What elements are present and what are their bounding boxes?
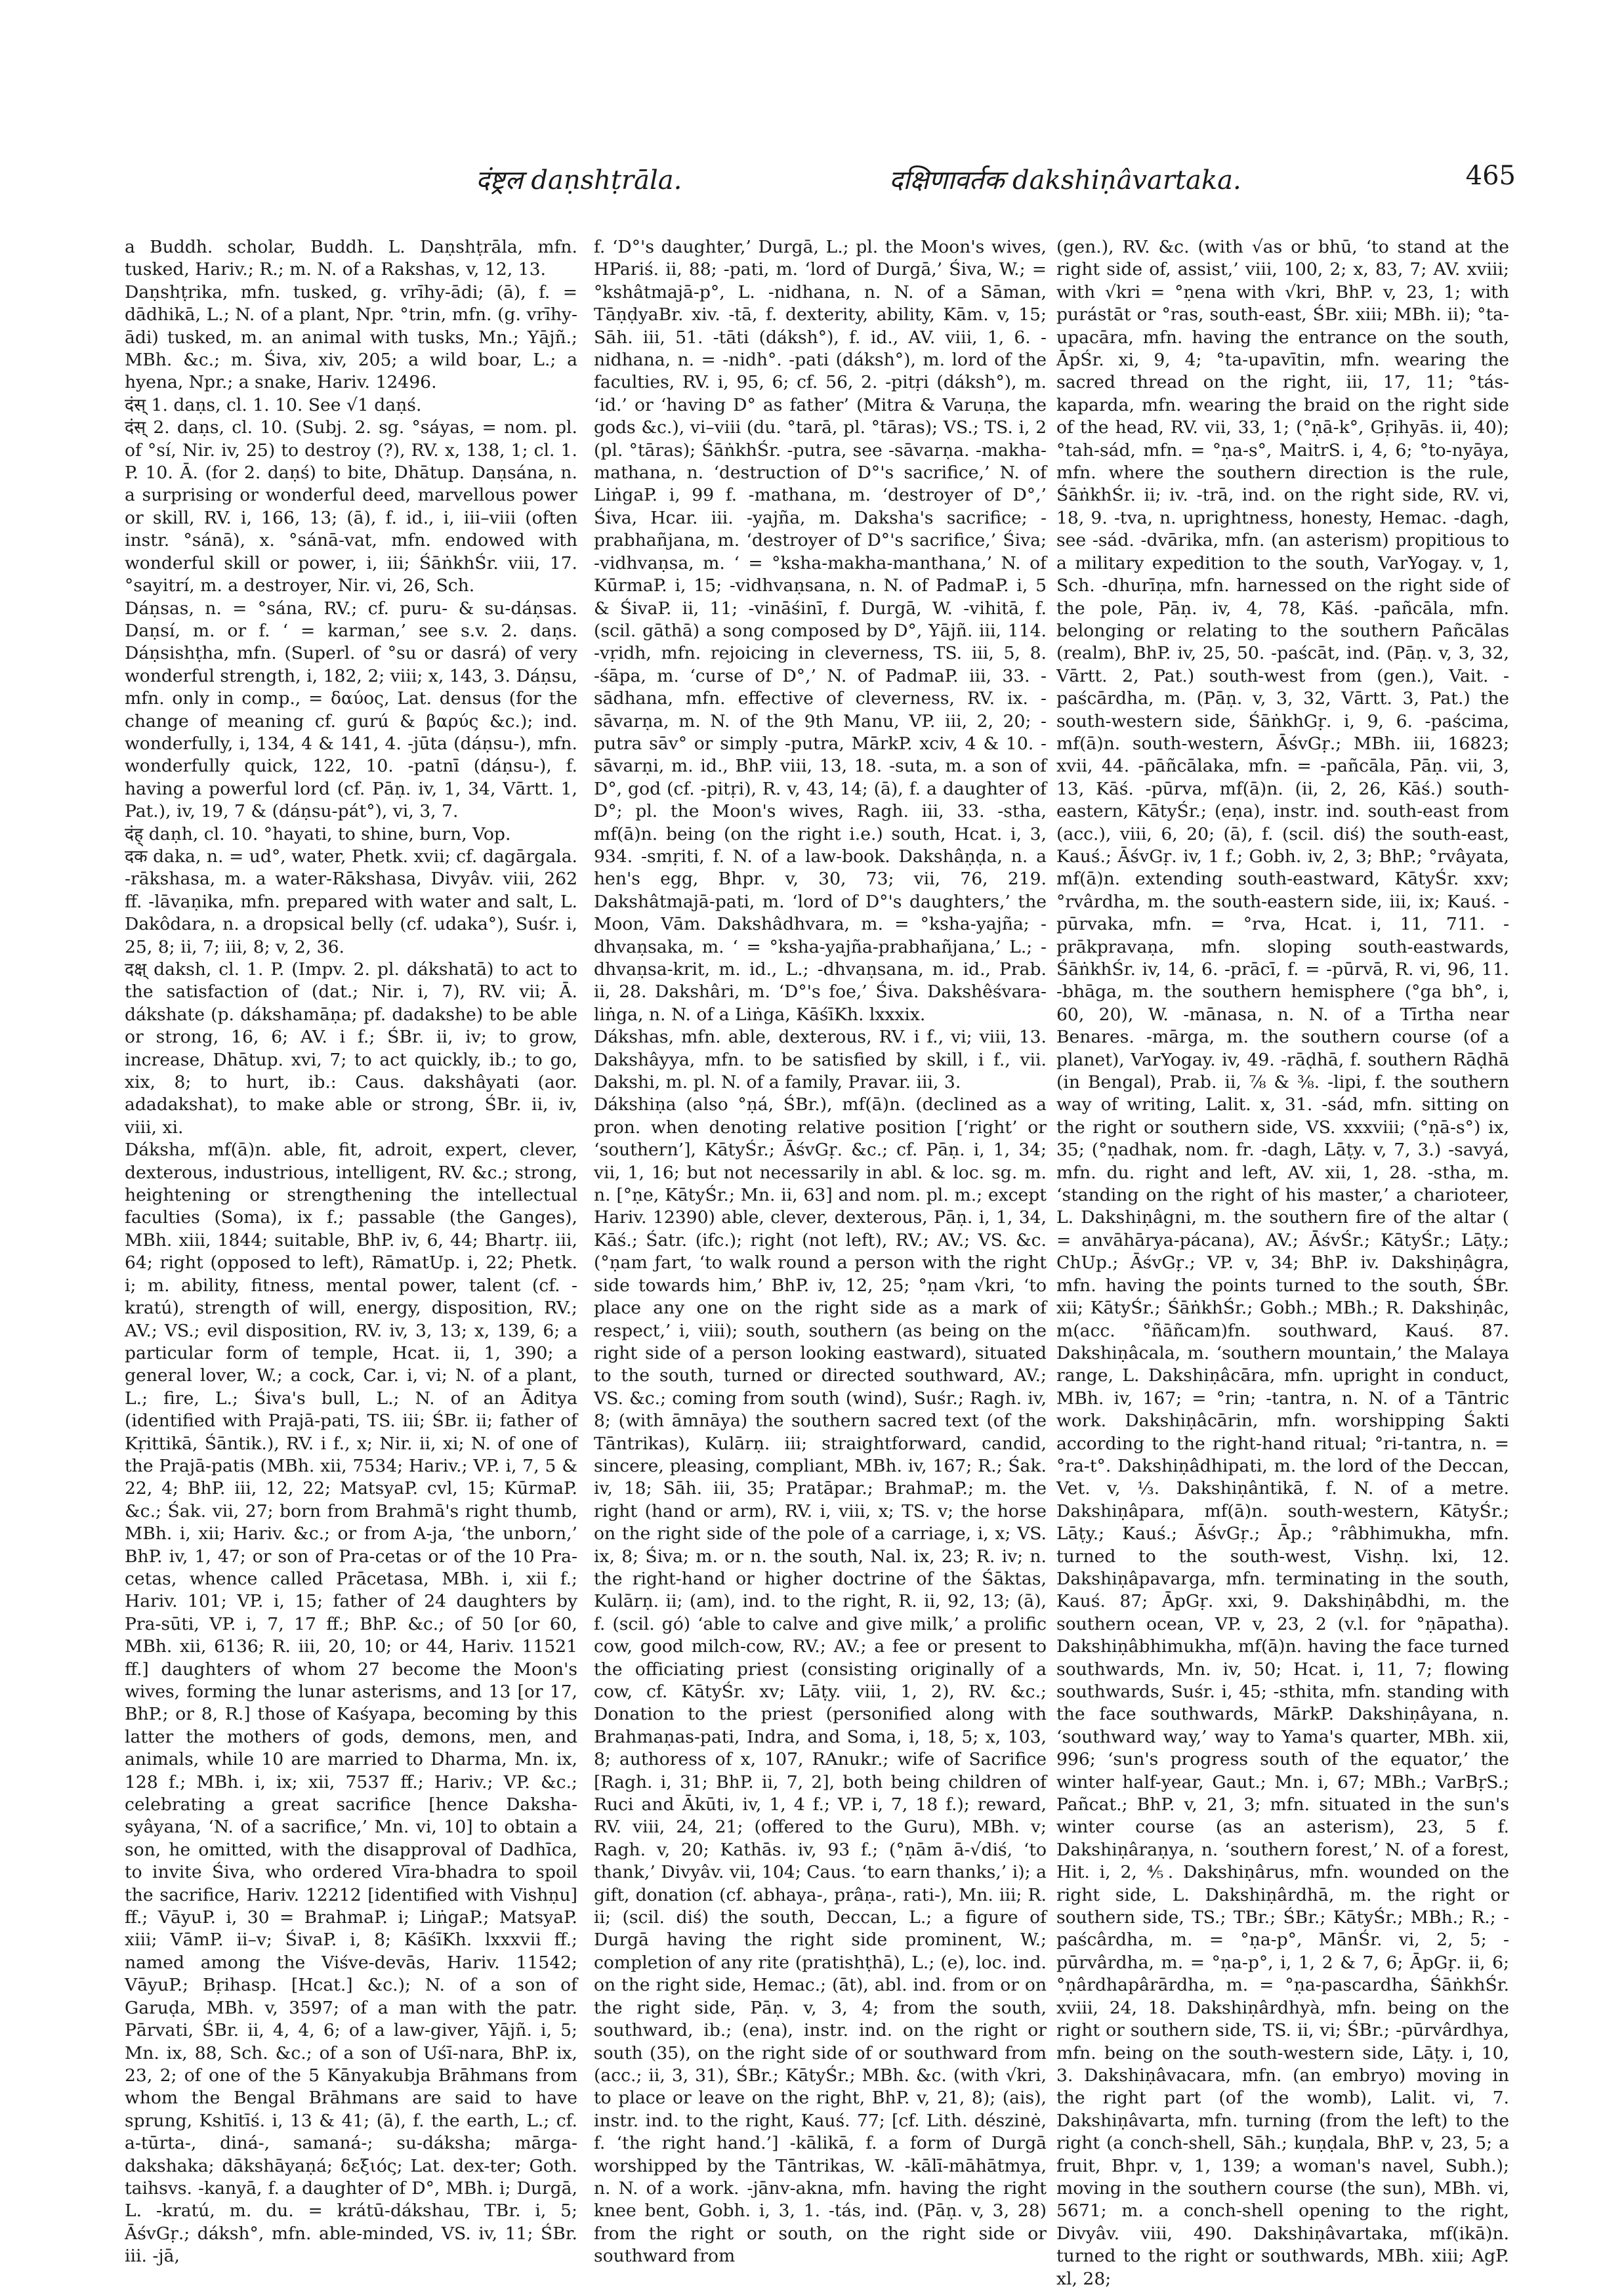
entry: (gen.), RV. &c. (with √as or bhū, ‘to stand at the right side of, assist,’ viii, 100, 2; x, 83, 7; AV. xviii; with √kri = °ṇena with √kri, BhP. v, 23, 1; with purástāt or °ras, south-east, ŚBr. xiii; MBh. ii); °ta-upacāra, mfn. having the entrance on the south, ĀpŚr. xi, 9, 4; °ta-upavītin, mfn. wearing the sacred thread on the right, iii, 17, 11; °tás-kaparda, mfn. wearing the braid on the right side of the head, RV. vii, 33, 1; (°ṇā-k°, Gṛihyās. ii, 40); °tah-sád, mfn. = °ṇa-s°, MaitrS. i, 4, 6; °to-nyāya, mfn. where the southern direction is the rule, ŚāṅkhŚr. ii; iv. -trā, ind. on the right side, RV. vi, 18, 9. -tva, n. uprightness, honesty, Hemac. -dagh, see -sád. -dvārika, mfn. (an asterism) propitious to a military expedition to the south, VarYogay. v, 1, Sch. -dhurīṇa, mfn. harnessed on the right side of the pole, Pāṇ. iv, 4, 78, Kāś. -pañcāla, mfn. belonging or relating to the southern Pañcālas (realm), BhP. iv, 25, 50. -paścāt, ind. (Pāṇ. v, 3, 32, Vārtt. 2, Pat.) south-west from (gen.), Vait. -paścārdha, m. (Pāṇ. v, 3, 32, Vārtt. 3, Pat.) the south-western side, ŚāṅkhGṛ. i, 9, 6. -paścima, mf(ā)n. south-western, ĀśvGṛ.; MBh. iii, 16823; xvii, 44. -pāñcālaka, mfn. = -pañcāla, Pāṇ. vii, 3, 13, Kāś. -pūrva, mf(ā)n. (ii, 2, 26, Kāś.) south-eastern, KātyŚr.; (eṇa), instr. ind. south-east from (acc.), viii, 6, 20; (ā), f. (scil. diś) the south-east, Kauś.; ĀśvGṛ. iv, 1 f.; Gobh. iv, 2, 3; BhP.; °rvâyata, mf(ā)n. extending south-eastward, KātyŚr. xxv; °rvârdha, m. the south-eastern side, iii, ix; Kauś. -pūrvaka, mfn. = °rva, Hcat. i, 11, 711. -prākpravaṇa, mfn. sloping south-eastwards, ŚāṅkhŚr. iv, 14, 6. -prācī, f. = -pūrvā, R. vi, 96, 11. -bhāga, m. the southern hemisphere (°ga bh°, i, 60, 20), W. -mānasa, n. N. of a Tīrtha near Benares. -mārga, m. the southern course (of a planet), VarYogay. iv, 49. -rāḍhā, f. southern Rāḍhā (in Bengal), Prab. ii, ⅞ & ⅜. -lipi, f. the southern way of writing, Lalit. x, 31. -sád, mfn. sitting on the right or southern side, VS. xxxviii; (°ṇā-s°) ix, 35; (°ṇadhak, nom. fr. -dagh, Lāṭy. v, 7, 3.) -savyá, mfn. du. right and left, AV. xii, 1, 28. -stha, m. ‘standing on the right of his master,’ a charioteer, L. Dakshiṇâgni, m. the southern fire of the altar ( = anvāhārya-pácana), AV.; ĀśvŚr.; KātyŚr.; Lāṭy.; ChUp.; ĀśvGṛ.; VP. v, 34; BhP. iv. Dakshiṇâgra, mfn. having the points turned to the south, ŚBr. xii; KātyŚr.; ŚāṅkhŚr.; Gobh.; MBh.; R. Dakshiṇâc, m(acc. °ñāñcam)fn. southward, Kauś. 87. Dakshiṇâcala, m. ‘southern mountain,’ the Malaya range, L. Dakshiṇâcāra, mfn. upright in conduct, MBh. iv, 167; = °rin; -tantra, n. N. of a Tāntric work. Dakshiṇâcārin, mfn. worshipping Śakti according to the right-hand ritual; °ri-tantra, n. = °ra-t°. Dakshiṇâdhipati, m. the lord of the Deccan, Vet. v, ⅓. Dakshiṇântikā, f. N. of a metre. Dakshiṇâpara, mf(ā)n. south-western, KātyŚr.; Lāṭy.; Kauś.; ĀśvGṛ.; Āp.; °râbhimukha, mfn. turned to the south-west, Vishṇ. lxi, 12. Dakshiṇâpavarga, mfn. terminating in the south, Kauś. 87; ĀpGṛ. xxi, 9. Dakshiṇâbdhi, m. the southern ocean, VP. v, 23, 2 (v.l. for °ṇāpatha). Dakshiṇâbhimukha, mf(ā)n. having the face turned southwards, Mn. iv, 50; Hcat. i, 11, 7; flowing southwards, Suśr. i, 45; -sthita, mfn. standing with the face southwards, MārkP. Dakshiṇâyana, n. ‘southward way,’ way to Yama's quarter, MBh. xii, 996; ‘sun's progress south of the equator,’ the winter half-year, Gaut.; Mn. i, 67; MBh.; VarBṛS.; Pañcat.; BhP. v, 21, 3; mfn. situated in the sun's winter course (as an asterism), 23, 5 f. Dakshiṇâraṇya, n. ‘southern forest,’ N. of a forest, Hit. i, 2, ⅘. Dakshiṇârus, mfn. wounded on the right side, L. Dakshiṇârdhā, m. the right or southern side, TS.; TBr.; ŚBr.; KātyŚr.; MBh.; R.; -paścârdha, m. = °ṇa-p°, MānŚr. vi, 2, 5; -pūrvârdha, m. = °ṇa-p°, i, 1, 2 & 7, 6; ĀpGṛ. ii, 6; °ṇârdhapârārdha, m. = °ṇa-pascardha, ŚāṅkhŚr. xviii, 24, 18. Dakshiṇârdhyà, mfn. being on the right or southern side, TS. ii, vi; ŚBr.; -pūrvârdhya, mfn. being on the south-western side, Lāṭy. i, 10, 3. Dakshiṇâvacara, mfn. (an embryo) moving in the right part (of the womb), Lalit. vi, 7. Dakshiṇâvarta, mfn. turning (from the left) to the right (a conch-shell, Sāh.; kuṇḍala, BhP. v, 23, 5; a fruit, Bhpr. v, 1, 139; a woman's navel, Subh.); moving in the southern course (the sun), MBh. vi, 5671; m. a conch-shell opening to the right, Divyâv. viii, 490. Dakshiṇâvartaka, mf(ikā)n. turned to the right or southwards, MBh. xiii; AgP. xl, 28;	[1056, 237, 1509, 2289]
entry: दंस् 2. daṇs, cl. 10. (Subj. 2. sg. °sáyas, = nom. pl. of °sí, Nir. iv, 25) to destroy (?), RV. x, 138, 1; cl. 1. P. 10. Ā. (for 2. daṇś) to bite, Dhātup. Daṇsána, n. a surprising or wonderful deed, marvellous power or skill, RV. i, 166, 13; (ā), f. id., i, iii–viii (often instr. °sánā), x. °sánā-vat, mfn. endowed with wonderful skill or power, i, iii; ŚāṅkhŚr. viii, 17. °sayitrí, m. a destroyer, Nir. vi, 26, Sch.	[125, 417, 577, 596]
entry: Dáṇsas, n. = °sána, RV.; cf. puru- & su-dáṇsas. Daṇsí, m. or f. ‘ = karman,’ see s.v. 2. daṇs. Dáṇsishṭha, mfn. (Superl. of °su or dasrá) of very wonderful strength, i, 182, 2; viii; x, 143, 3. Dáṇsu, mfn. only in comp., = δαύος, Lat. densus (for the change of meaning cf. gurú & βαρύς &c.); ind. wonderfully, i, 134, 4 & 141, 4. -jūta (dáṇsu-), mfn. wonderfully quick, 122, 10. -patnī (dáṇsu-), f. having a powerful lord (cf. Pāṇ. iv, 1, 34, Vārtt. 1, Pat.), iv, 19, 7 & (dáṇsu-pát°), vi, 3, 7.	[125, 598, 577, 822]
column-1	[125, 236, 577, 2267]
header-left-catchword: दंष्ट्रल daṇshṭrāla.	[476, 165, 682, 196]
entry: Dákshiṇa (also °ṇá, ŚBr.), mf(ā)n. (declined as a pron. when denoting relative position [‘right’ or ‘southern’], KātyŚr.; ĀśvGṛ. &c.; cf. Pāṇ. i, 1, 34; vii, 1, 16; but not necessarily in abl. & loc. sg. m. n. [°ṇe, KātyŚr.; Mn. ii, 63] and nom. pl. m.; except Hariv. 12390) able, clever, dexterous, Pāṇ. i, 1, 34, Kāś.; Śatr. (ifc.); right (not left), RV.; AV.; VS. &c. (°ṇam ƒart, ‘to walk round a person with the right side towards him,’ BhP. iv, 12, 25; °ṇam √kri, ‘to place any one on the right side as a mark of respect,’ i, viii); south, southern (as being on the right side of a person looking eastward), situated to the south, turned or directed southward, AV.; VS. &c.; coming from south (wind), Suśr.; Ragh. iv, 8; (with āmnāya) the southern sacred text (of the Tāntrikas), Kulārṇ. iii; straightforward, candid, sincere, pleasing, compliant, MBh. iv, 167; R.; Śak. iv, 18; Sāh. iii, 35; Pratāpar.; BrahmaP.; m. the right (hand or arm), RV. i, viii, x; TS. v; the horse on the right side of the pole of a carriage, i, x; VS. ix, 8; Śiva; m. or n. the south, Nal. ix, 23; R. iv; n. the right-hand or higher doctrine of the Śāktas, Kulārṇ. ii; (am), ind. to the right, R. ii, 92, 13; (ā), f. (scil. gó) ‘able to calve and give milk,’ a prolific cow, good milch-cow, RV.; AV.; a fee or present to the officiating priest (consisting originally of a cow, cf. KātyŚr. xv; Lāṭy. viii, 1, 2), RV. &c.; Donation to the priest (personified along with Brahmaṇas-pati, Indra, and Soma, i, 18, 5; x, 103, 8; authoress of x, 107, RAnukr.; wife of Sacrifice [Ragh. i, 31; BhP. ii, 7, 2], both being children of Ruci and Ākūti, iv, 1, 4 f.; VP. i, 7, 18 f.); reward, RV. viii, 24, 21; (offered to the Guru), MBh. v; Ragh. v, 20; Kathās. iv, 93 f.; (°ṇām ā-√diś, ‘to thank,’ Divyâv. vii, 104; Caus. ‘to earn thanks,’ i); a gift, donation (cf. abhaya-, prâṇa-, rati-), Mn. iii; R. ii; (scil. diś) the south, Deccan, L.; a figure of Durgā having the right side prominent, W.; completion of any rite (pratishṭhā), L.; (e), loc. ind. on the right side, Hemac.; (āt), abl. ind. from or on the right side, Pāṇ. v, 3, 4; from the south, southward, ib.; (ena), instr. ind. on the right or south (35), on the right side of or southward from (acc.; ii, 3, 31), ŚBr.; KātyŚr.; MBh. &c. (with √kri, to place or leave on the right, BhP. v, 21, 8); (ais), instr. ind. to the right, Kauś. 77; [cf. Lith. dészinė, f. ‘the right hand.’] -kālikā, f. a form of Durgā worshipped by the Tāntrikas, W. -kālī-māhātmya, n. N. of a work. -jānv-akna, mfn. having the right knee bent, Gobh. i, 3, 1. -tás, ind. (Pāṇ. v, 3, 28) from the right or south, on the right side or southward from	[594, 1094, 1047, 2267]
entry: Dákshas, mfn. able, dexterous, RV. i f., vi; viii, 13. Dakshâyya, mfn. to be satisfied by skill, i f., vii. Dakshi, m. pl. N. of a family, Pravar. iii, 3.	[594, 1027, 1047, 1093]
entry: दक्ष् daksh, cl. 1. P. (Impv. 2. pl. dákshatā) to act to the satisfaction of (dat.; Nir. i, 7), RV. vii; Ā. dákshate (p. dákshamāṇa; pf. dadakshe) to be able or strong, 16, 6; AV. i f.; ŚBr. ii, iv; to grow, increase, Dhātup. xvi, 7; to act quickly, ib.; to go, xix, 8; to hurt, ib.: Caus. dakshâyati (aor. adadakshat), to make able or strong, ŚBr. ii, iv, viii, xi.	[125, 959, 577, 1138]
running-header	[118, 161, 1516, 207]
entry: Daṇshṭrika, mfn. tusked, g. vrīhy-ādi; (ā), f. = dādhikā, L.; N. of a plant, Npr. °trin, mfn. (g. vrīhy-ādi) tusked, m. an animal with tusks, Mn.; Yājñ.; MBh. &c.; m. Śiva, xiv, 205; a wild boar, L.; a hyena, Npr.; a snake, Hariv. 12496.	[125, 281, 577, 393]
entry: Dáksha, mf(ā)n. able, fit, adroit, expert, clever, dexterous, industrious, intelligent, RV. &c.; strong, heightening or strengthening the intellectual faculties (Soma), ix f.; passable (the Ganges), MBh. xiii, 1844; suitable, BhP. iv, 6, 44; Bhartṛ. iii, 64; right (opposed to left), RāmatUp. i, 22; Phetk. i; m. ability, fitness, mental power, talent (cf. -kratú), strength of will, energy, disposition, RV.; AV.; VS.; evil disposition, RV. iv, 3, 13; x, 139, 6; a particular form of temple, Hcat. ii, 1, 390; a general lover, W.; a cock, Car. i, vi; N. of a plant, L.; fire, L.; Śiva's bull, L.; N. of an Āditya (identified with Prajā-pati, TS. iii; ŚBr. ii; father of Kṛittikā, Śāntik.), RV. i f., x; Nir. ii, xi; N. of one of the Prajā-patis (MBh. xii, 7534; Hariv.; VP. i, 7, 5 & 22, 4; BhP. iii, 12, 22; MatsyaP. cvl, 15; KūrmaP. &c.; Śak. vii, 27; born from Brahmā's right thumb, MBh. i, xii; Hariv. &c.; or from A-ja, ‘the unborn,’ BhP. iv, 1, 47; or son of Pra-cetas or of the 10 Pra-cetas, whence called Prācetasa, MBh. i, xii f.; Hariv. 101; VP. i, 15; father of 24 daughters by Pra-sūti, VP. i, 7, 17 ff.; BhP. &c.; of 50 [or 60, MBh. xii, 6136; R. iii, 20, 10; or 44, Hariv. 11521 ff.] daughters of whom 27 become the Moon's wives, forming the lunar asterisms, and 13 [or 17, BhP.; or 8, R.] those of Kaśyapa, becoming by this latter the mothers of gods, demons, men, and animals, while 10 are married to Dharma, Mn. ix, 128 f.; MBh. i, ix; xii, 7537 ff.; Hariv.; VP. &c.; celebrating a great sacrifice [hence Daksha-syâyana, ‘N. of a sacrifice,’ Mn. vi, 10] to obtain a son, he omitted, with the disapproval of Dadhīca, to invite Śiva, who ordered Vīra-bhadra to spoil the sacrifice, Hariv. 12212 [identified with Vishṇu] ff.; VāyuP. i, 30 = BrahmaP. i; LiṅgaP.; MatsyaP. xiii; VāmP. ii–v; ŚivaP. i, 8; KāśīKh. lxxxvii ff.; named among the Viśve-devās, Hariv. 11542; VāyuP.; Bṛihasp. [Hcat.] &c.); N. of a son of Garuḍa, MBh. v, 3597; of a man with the patr. Pārvati, ŚBr. ii, 4, 4, 6; of a law-giver, Yājñ. i, 5; Mn. ix, 88, Sch. &c.; of a son of Uśī-nara, BhP. ix, 23, 2; of one of the 5 Kānyakubja Brāhmans from whom the Bengal Brāhmans are said to have sprung, Kshitīś. i, 13 & 41; (ā), f. the earth, L.; cf. a-tūrta-, diná-, samaná-; su-dáksha; mārga-dakshaka; dākshāyaṇá; δεξιός; Lat. dex-ter; Goth. taihsvs. -kanyā, f. a daughter of D°, MBh. i; Durgā, L. -kratú, m. du. = krátū-dákshau, TBr. i, 5; ĀśvGṛ.; dáksh°, mfn. able-minded, VS. iv, 11; ŚBr. iii. -jā,	[125, 1140, 577, 2267]
entry: दंह् daṇh, cl. 10. °hayati, to shine, burn, Vop.	[125, 823, 511, 844]
column-2	[594, 236, 1047, 2267]
header-right-catchword: दक्षिणावर्तक dakshiṇâvartaka.	[889, 165, 1241, 196]
entry: दक daka, n. = ud°, water, Phetk. xvii; cf. dagārgala. -rākshasa, m. a water-Rākshasa, Divyâv. viii, 262 ff. -lāvaṇika, mfn. prepared with water and salt, L. Dakôdara, n. a dropsical belly (cf. udaka°), Suśr. i, 25, 8; ii, 7; iii, 8; v, 2, 36.	[125, 846, 577, 957]
entry: f. ‘D°'s daughter,’ Durgā, L.; pl. the Moon's wives, HPariś. ii, 88; -pati, m. ‘lord of Durgā,’ Śiva, W.; = °kshâtmajā-p°, L. -nidhana, n. N. of a Sāman, TāṇḍyaBr. xiv. -tā, f. dexterity, ability, Kām. v, 15; Sāh. iii, 51. -tāti (dáksh°), f. id., AV. viii, 1, 6. -nidhana, n. = -nidh°. -pati (dáksh°), m. lord of the faculties, RV. i, 95, 6; cf. 56, 2. -pitṛi (dáksh°), m. ‘id.’ or ‘having D° as father’ (Mitra & Varuṇa, the gods &c.), vi–viii (du. °tarā, pl. °tāras); VS.; TS. i, 2 (pl. °tāras); ŚāṅkhŚr. -putra, see -sāvarṇa. -makha-mathana, n. ‘destruction of D°'s sacrifice,’ N. of LiṅgaP. i, 99 f. -mathana, m. ‘destroyer of D°,’ Śiva, Hcar. iii. -yajña, m. Daksha's sacrifice; -prabhañjana, m. ‘destroyer of D°'s sacrifice,’ Śiva; -vidhvaṇsa, m. ‘ = °ksha-makha-manthana,’ N. of KūrmaP. i, 15; -vidhvaṇsana, n. N. of PadmaP. i, 5 & ŚivaP. ii, 11; -vināśinī, f. Durgā, W. -vihitā, f. (scil. gāthā) a song composed by D°, Yājñ. iii, 114. -vṛidh, mfn. rejoicing in cleverness, TS. iii, 5, 8. -śāpa, m. ‘curse of D°,’ N. of PadmaP. iii, 33. -sādhana, mfn. effective of cleverness, RV. ix. -sāvarṇa, m. N. of the 9th Manu, VP. iii, 2, 20; -putra sāv° or simply -putra, MārkP. xciv, 4 & 10. -sāvarṇi, m. id., BhP. viii, 13, 18. -suta, m. a son of D°, god (cf. -pitṛi), R. v, 43, 14; (ā), f. a daughter of D°; pl. the Moon's wives, Ragh. iii, 33. -stha, mf(ā)n. being (on the right i.e.) south, Hcat. i, 3, 934. -smṛiti, f. N. of a law-book. Dakshâṇḍa, n. a hen's egg, Bhpr. v, 30, 73; vii, 76, 219. Dakshâtmajā-pati, m. ‘lord of D°'s daughters,’ the Moon, Vām. Dakshâdhvara, m. = °ksha-yajña; -dhvaṇsaka, m. ‘ = °ksha-yajña-prabhañjana,’ L.; -dhvaṇsa-krit, m. id., L.; -dhvaṇsana, m. id., Prab. ii, 28. Dakshâri, m. ‘D°'s foe,’ Śiva. Dakshêśvara-liṅga, n. N. of a Liṅga, KāśīKh. lxxxix.	[594, 237, 1047, 1025]
page-number: 465	[1465, 161, 1516, 191]
entry: a Buddh. scholar, Buddh. L. Daṇshṭrāla, mfn. tusked, Hariv.; R.; m. N. of a Rakshas, v, 12, 13.	[125, 237, 577, 280]
column-3	[1056, 236, 1509, 2289]
entry: दंस् 1. daṇs, cl. 1. 10. See √1 daṇś.	[125, 394, 422, 415]
